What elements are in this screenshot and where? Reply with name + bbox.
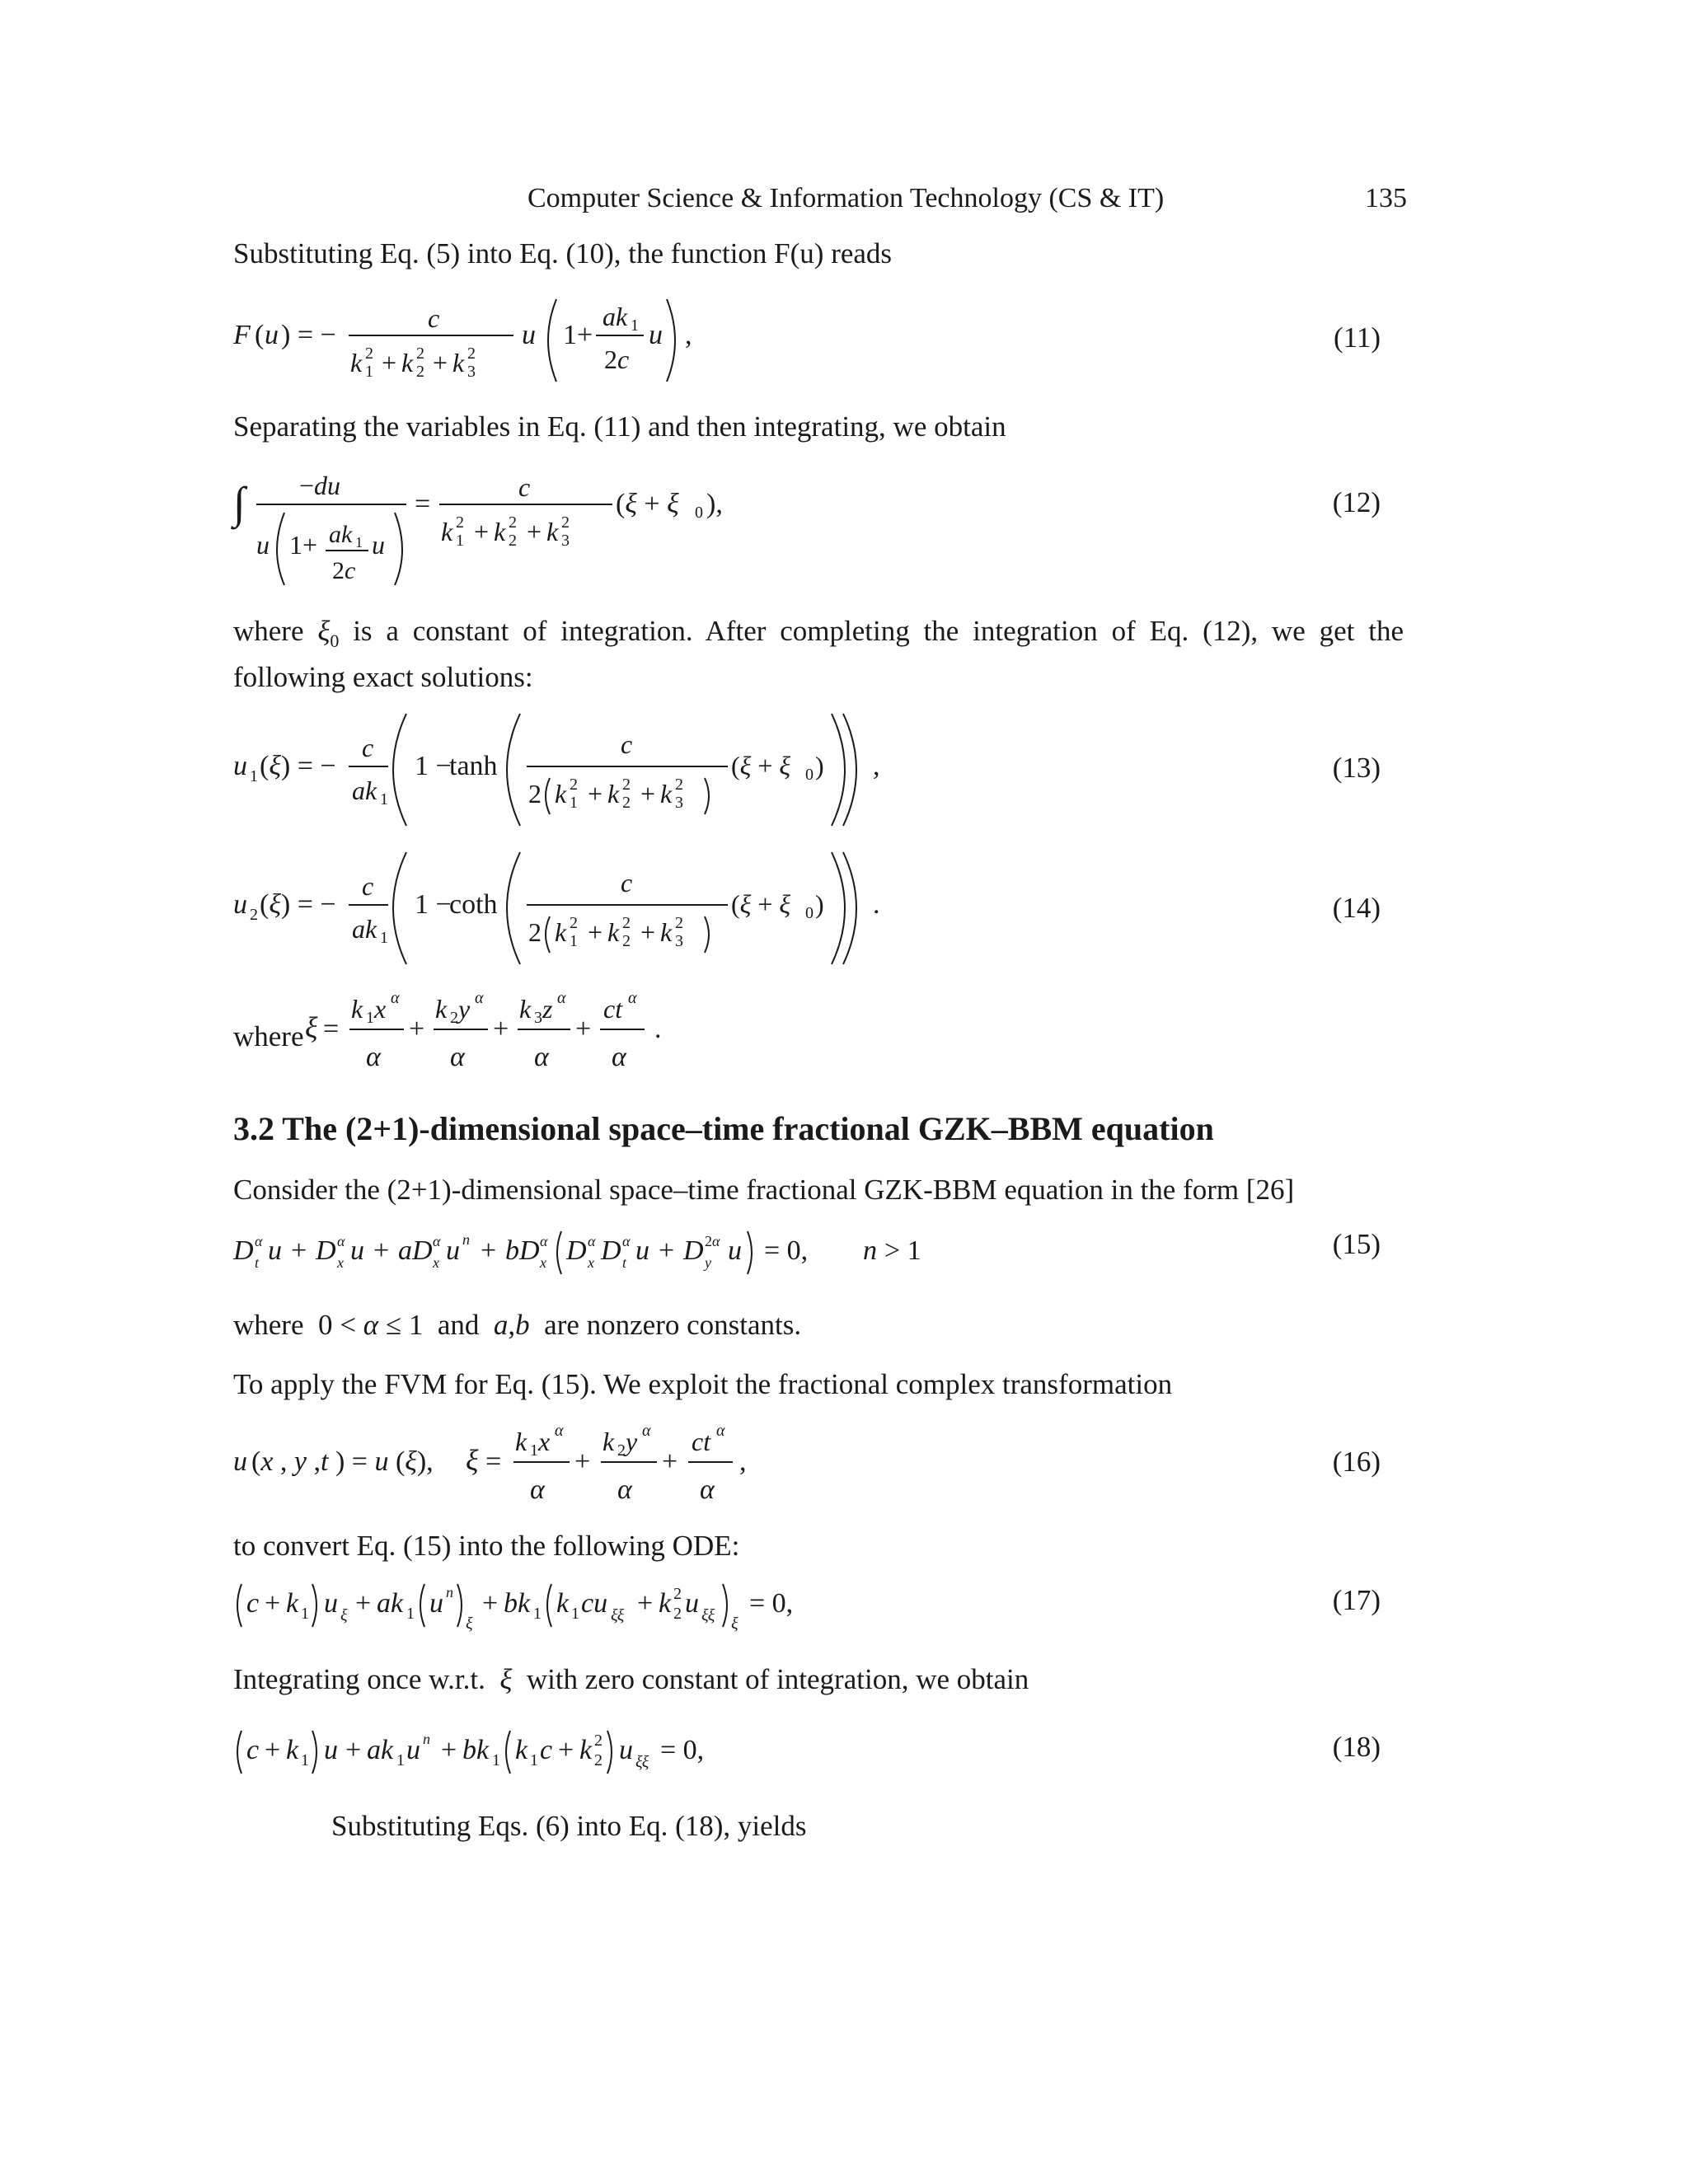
svg-text:u: u [233, 751, 247, 781]
para9-lead: Integrating once w.r.t. [233, 1663, 485, 1695]
svg-text:+: + [355, 1588, 372, 1619]
svg-text:.: . [873, 889, 880, 920]
svg-text:): ) [815, 889, 824, 919]
svg-text:t: t [622, 1254, 627, 1271]
svg-text:=: = [415, 489, 431, 519]
svg-text:k: k [441, 517, 453, 546]
svg-text:2: 2 [594, 1751, 603, 1769]
svg-text:∫: ∫ [233, 478, 246, 527]
svg-text:aD: aD [398, 1235, 433, 1266]
svg-text:=: = [485, 1446, 502, 1477]
svg-text:> 1: > 1 [884, 1235, 921, 1266]
svg-text:ct: ct [692, 1427, 711, 1456]
svg-text:ξ: ξ [305, 1011, 318, 1044]
svg-text:ξ: ξ [466, 1444, 479, 1477]
svg-text:k: k [659, 1588, 672, 1619]
svg-text:α: α [612, 1042, 626, 1072]
equation-number-14: (14) [1332, 892, 1381, 924]
svg-text:k: k [494, 517, 506, 546]
equation-number-17: (17) [1332, 1584, 1381, 1616]
svg-text:c: c [621, 729, 633, 759]
svg-text:+: + [433, 348, 448, 377]
svg-text:2: 2 [622, 932, 631, 950]
alpha-range: 0 < α ≤ 1 [311, 1309, 431, 1341]
equation-number-11: (11) [1333, 321, 1381, 354]
svg-text:+: + [558, 1735, 574, 1765]
equation-11 [233, 293, 728, 396]
svg-text:,: , [685, 320, 692, 350]
svg-text:α: α [540, 1233, 548, 1249]
svg-text:u: u [619, 1735, 633, 1765]
svg-text:D: D [233, 1235, 254, 1266]
svg-text:3: 3 [675, 794, 683, 812]
svg-text:+: + [662, 1446, 678, 1477]
svg-text:k: k [435, 994, 448, 1024]
svg-text:2: 2 [561, 513, 570, 532]
svg-text:D: D [566, 1235, 587, 1266]
svg-text:ak: ak [329, 521, 353, 548]
svg-text:k: k [579, 1735, 593, 1765]
svg-text:α: α [716, 1422, 725, 1440]
svg-text:x: x [588, 1254, 594, 1271]
coth-function: coth [449, 889, 498, 920]
svg-text:x: x [337, 1254, 344, 1271]
svg-text:1: 1 [301, 1751, 309, 1769]
svg-text:ξ: ξ [731, 1615, 738, 1633]
svg-text:α: α [588, 1233, 596, 1249]
svg-text:u: u [372, 530, 385, 560]
svg-text:u: u [265, 320, 279, 350]
svg-text:+: + [659, 1235, 675, 1266]
svg-text:u: u [429, 1588, 443, 1619]
svg-text:u: u [256, 530, 270, 560]
equation-xi-definition [305, 985, 734, 1088]
svg-text:= 0,: = 0, [749, 1588, 794, 1619]
svg-text:u: u [635, 1235, 649, 1266]
svg-text:2: 2 [365, 344, 373, 363]
para9-tail: with zero constant of integration, we obtain [526, 1663, 1029, 1695]
svg-text:2: 2 [250, 906, 258, 924]
svg-text:k: k [515, 1735, 528, 1765]
paragraph-apply-fvm: To apply the FVM for Eq. (15). We exploit the fractional complex transformation [233, 1368, 1173, 1400]
svg-text:u: u [728, 1235, 742, 1266]
svg-text:1: 1 [406, 1605, 415, 1623]
svg-text:1: 1 [250, 767, 258, 785]
paragraph-convert-ode: to convert Eq. (15) into the following ODE: [233, 1530, 740, 1562]
svg-text:): ) [815, 751, 824, 780]
svg-text:k: k [286, 1588, 299, 1619]
svg-text:(ξ + ξ: (ξ + ξ [616, 489, 679, 519]
svg-text:1: 1 [380, 790, 388, 808]
svg-text:1: 1 [570, 794, 578, 812]
svg-text:y: y [458, 994, 471, 1024]
svg-text:+: + [574, 1446, 591, 1477]
svg-text:2: 2 [528, 917, 542, 947]
svg-text:ξ: ξ [466, 1615, 473, 1633]
svg-text:−du: −du [299, 471, 341, 500]
equation-17 [233, 1572, 860, 1643]
svg-text:c: c [428, 303, 440, 333]
svg-text:α: α [622, 1233, 631, 1249]
svg-text:k: k [546, 517, 559, 546]
svg-text:y: y [626, 1427, 638, 1456]
svg-text:(ξ + ξ: (ξ + ξ [731, 889, 791, 919]
svg-text:α: α [534, 1042, 549, 1072]
svg-text:+: + [588, 917, 603, 947]
svg-text:ak: ak [352, 776, 377, 805]
svg-text:k: k [555, 779, 567, 808]
svg-text:α: α [530, 1474, 545, 1505]
paragraph-where-xi: where [233, 1020, 304, 1052]
svg-text:c: c [362, 871, 374, 901]
svg-text:1+: 1+ [289, 530, 318, 560]
equation-14 [233, 849, 893, 977]
svg-text:u: u [324, 1588, 338, 1619]
svg-text:bk: bk [462, 1735, 490, 1765]
svg-text:+: + [575, 1014, 592, 1044]
svg-text:k: k [351, 994, 363, 1024]
svg-text:2: 2 [622, 794, 631, 812]
svg-text:3: 3 [534, 1009, 542, 1027]
svg-text:bk: bk [504, 1588, 531, 1619]
svg-text:c: c [362, 733, 374, 762]
paragraph-substituting-eq6: Substituting Eqs. (6) into Eq. (18), yields [331, 1810, 807, 1842]
svg-text:1: 1 [530, 1751, 538, 1769]
svg-text:y: y [705, 1254, 711, 1271]
svg-text:D: D [316, 1235, 336, 1266]
constants-ab: a,b [493, 1309, 530, 1341]
svg-text:α: α [628, 989, 637, 1007]
svg-text:2: 2 [509, 532, 517, 550]
svg-text:α: α [366, 1042, 381, 1072]
svg-text:k: k [452, 348, 465, 377]
equation-16 [233, 1418, 827, 1521]
equation-number-13: (13) [1332, 752, 1381, 784]
svg-text:α: α [555, 1422, 564, 1440]
svg-text:2: 2 [456, 513, 464, 532]
svg-text:ξ: ξ [340, 1606, 348, 1624]
svg-text:2: 2 [617, 1441, 626, 1460]
svg-text:(: ( [255, 320, 265, 350]
svg-text:α: α [391, 989, 400, 1007]
svg-text:k: k [286, 1735, 299, 1765]
svg-text:+: + [588, 779, 603, 808]
para3-middle: is a constant of integration. After completing the integration of Eq. (12), we get the [353, 615, 1404, 647]
tanh-function: tanh [449, 751, 498, 781]
svg-text:α: α [617, 1474, 632, 1505]
svg-text:2: 2 [673, 1585, 682, 1603]
svg-text:1: 1 [380, 929, 388, 947]
svg-text:2c: 2c [332, 557, 356, 584]
svg-text:1+: 1+ [563, 320, 593, 350]
svg-text:k: k [660, 779, 673, 808]
svg-text:F: F [233, 320, 251, 350]
svg-text:α: α [337, 1233, 345, 1249]
svg-text:x: x [433, 1254, 439, 1271]
svg-text:1 −: 1 − [415, 751, 452, 781]
svg-text:k: k [607, 779, 620, 808]
svg-text:c: c [246, 1588, 260, 1619]
para6-where: where [233, 1309, 304, 1341]
svg-text:+: + [345, 1735, 362, 1765]
svg-text:+: + [527, 517, 542, 546]
svg-text:n: n [863, 1235, 877, 1266]
svg-text:2: 2 [416, 363, 424, 381]
svg-text:2: 2 [675, 776, 683, 794]
svg-text:u: u [233, 889, 247, 920]
svg-text:(ξ) = −: (ξ) = − [260, 889, 336, 920]
svg-text:k: k [556, 1588, 570, 1619]
svg-text:) = −: ) = − [281, 320, 336, 350]
svg-text:0: 0 [695, 504, 703, 522]
svg-text:k: k [603, 1427, 615, 1456]
svg-text:ak: ak [367, 1735, 394, 1765]
svg-text:1: 1 [492, 1751, 500, 1769]
svg-text:α: α [433, 1233, 441, 1249]
svg-text:2c: 2c [604, 344, 630, 374]
svg-text:+: + [493, 1014, 509, 1044]
svg-text:1: 1 [396, 1751, 405, 1769]
svg-text:u: u [649, 320, 663, 350]
svg-text:u: u [324, 1735, 338, 1765]
svg-text:2: 2 [450, 1009, 458, 1027]
svg-text:,: , [739, 1446, 747, 1477]
paragraph-nonzero-constants [233, 1302, 801, 1348]
svg-text:ct: ct [603, 994, 623, 1024]
svg-text:ak: ak [603, 302, 628, 331]
svg-text:cu: cu [581, 1588, 608, 1619]
svg-text:+: + [640, 779, 656, 808]
svg-text:3: 3 [467, 363, 476, 381]
svg-text:x: x [538, 1427, 551, 1456]
svg-text:z: z [542, 994, 553, 1024]
svg-text:ξξ: ξξ [635, 1753, 649, 1771]
paragraph-consider-gzk-bbm: Consider the (2+1)-dimensional space–time fractional GZK-BBM equation in the form [26] [233, 1174, 1295, 1206]
svg-text:1: 1 [530, 1441, 538, 1460]
svg-text:+: + [474, 517, 490, 546]
svg-text:0: 0 [805, 904, 814, 922]
svg-text:2: 2 [570, 914, 578, 932]
svg-text:α: α [557, 989, 566, 1007]
paragraph-integrating-once [233, 1657, 1029, 1703]
svg-text:+: + [265, 1588, 281, 1619]
page-number: 135 [1365, 183, 1407, 213]
paragraph-following-solutions: following exact solutions: [233, 661, 533, 693]
svg-text:α: α [642, 1422, 651, 1440]
svg-text:1: 1 [456, 532, 464, 550]
svg-text:2: 2 [675, 914, 683, 932]
svg-text:3: 3 [561, 532, 570, 550]
svg-text:α: α [255, 1233, 263, 1249]
svg-text:(x , y ,t ) = u (ξ),: (x , y ,t ) = u (ξ), [251, 1446, 434, 1477]
para6-tail: are nonzero constants. [544, 1309, 802, 1341]
svg-text:1: 1 [301, 1605, 309, 1623]
svg-text:+: + [640, 917, 656, 947]
svg-text:1: 1 [355, 534, 363, 551]
svg-text:2: 2 [570, 776, 578, 794]
svg-text:+: + [382, 348, 397, 377]
svg-text:2: 2 [594, 1732, 603, 1750]
svg-text:u: u [522, 320, 536, 350]
svg-text:0: 0 [805, 766, 814, 784]
equation-18 [233, 1719, 810, 1789]
equation-15 [233, 1220, 959, 1290]
svg-text:.: . [654, 1014, 662, 1044]
svg-text:ξξ: ξξ [611, 1606, 625, 1624]
svg-text:2: 2 [673, 1605, 682, 1623]
svg-text:x: x [540, 1254, 546, 1271]
svg-text:k: k [660, 917, 673, 947]
svg-text:x: x [374, 994, 387, 1024]
svg-text:u: u [685, 1588, 699, 1619]
svg-text:k: k [401, 348, 414, 377]
svg-text:+: + [409, 1014, 425, 1044]
svg-text:k: k [350, 348, 363, 377]
paragraph-separating-variables: Separating the variables in Eq. (11) and then integrating, we obtain [233, 410, 1006, 443]
svg-text:u: u [446, 1235, 460, 1266]
equation-number-18: (18) [1332, 1731, 1381, 1763]
svg-text:+: + [265, 1735, 281, 1765]
equation-number-15: (15) [1332, 1228, 1381, 1260]
svg-text:k: k [519, 994, 532, 1024]
equation-13 [233, 710, 893, 838]
svg-text:u: u [350, 1235, 364, 1266]
svg-text:1: 1 [365, 363, 373, 381]
svg-text:c: c [246, 1735, 260, 1765]
svg-text:(ξ) = −: (ξ) = − [260, 751, 336, 781]
svg-text:D: D [683, 1235, 704, 1266]
equation-number-12: (12) [1332, 486, 1381, 518]
svg-text:1: 1 [366, 1009, 374, 1027]
svg-text:1: 1 [571, 1605, 579, 1623]
svg-text:k: k [607, 917, 620, 947]
equation-number-16: (16) [1332, 1446, 1381, 1478]
svg-text:n: n [446, 1584, 453, 1601]
svg-text:(ξ + ξ: (ξ + ξ [731, 751, 791, 780]
svg-text:1: 1 [631, 316, 639, 335]
svg-text:2: 2 [622, 776, 631, 794]
svg-text:=: = [323, 1014, 340, 1044]
xi-symbol: ξ [499, 1663, 513, 1695]
para3-lead: where [233, 615, 304, 647]
svg-text:c: c [621, 868, 633, 898]
xi-zero-symbol: $\xi_0$ [317, 615, 340, 651]
svg-text:),: ), [706, 489, 723, 519]
svg-text:1 −: 1 − [415, 889, 452, 920]
para6-and: and [437, 1309, 480, 1341]
svg-text:u: u [268, 1235, 282, 1266]
svg-text:3: 3 [675, 932, 683, 950]
svg-text:2: 2 [416, 344, 424, 363]
section-heading: 3.2 The (2+1)-dimensional space–time fractional GZK–BBM equation [233, 1110, 1214, 1147]
equation-12 [233, 462, 761, 598]
svg-text:+: + [482, 1588, 499, 1619]
svg-text:c: c [540, 1735, 553, 1765]
svg-text:= 0,: = 0, [764, 1235, 809, 1266]
svg-text:α: α [700, 1474, 715, 1505]
svg-text:k: k [555, 917, 567, 947]
svg-text:α: α [450, 1042, 465, 1072]
svg-text:u: u [406, 1735, 420, 1765]
paragraph-intro-eq11: Substituting Eq. (5) into Eq. (10), the function F(u) reads [233, 237, 893, 269]
svg-text:ak: ak [352, 914, 377, 944]
svg-text:c: c [518, 472, 531, 502]
svg-text:bD: bD [505, 1235, 540, 1266]
svg-text:ak: ak [377, 1588, 404, 1619]
svg-text:n: n [423, 1731, 430, 1747]
svg-text:+: + [637, 1588, 654, 1619]
svg-text:ξξ: ξξ [701, 1606, 715, 1624]
svg-text:1: 1 [533, 1605, 542, 1623]
svg-text:,: , [873, 751, 880, 781]
svg-text:n: n [462, 1231, 470, 1248]
svg-text:1: 1 [570, 932, 578, 950]
svg-text:2α: 2α [705, 1233, 720, 1249]
svg-text:k: k [515, 1427, 528, 1456]
svg-text:u: u [233, 1446, 247, 1477]
svg-text:t: t [255, 1254, 260, 1271]
svg-text:2: 2 [528, 779, 542, 808]
svg-text:+: + [441, 1735, 457, 1765]
svg-text:= 0,: = 0, [660, 1735, 705, 1765]
svg-text:2: 2 [622, 914, 631, 932]
svg-text:+: + [373, 1235, 390, 1266]
svg-text:α: α [475, 989, 484, 1007]
svg-text:+: + [481, 1235, 497, 1266]
svg-text:2: 2 [467, 344, 476, 363]
svg-text:2: 2 [509, 513, 517, 532]
running-title: Computer Science & Information Technology (CS & IT) [528, 183, 1165, 213]
svg-text:D: D [601, 1235, 621, 1266]
svg-text:+: + [291, 1235, 307, 1266]
